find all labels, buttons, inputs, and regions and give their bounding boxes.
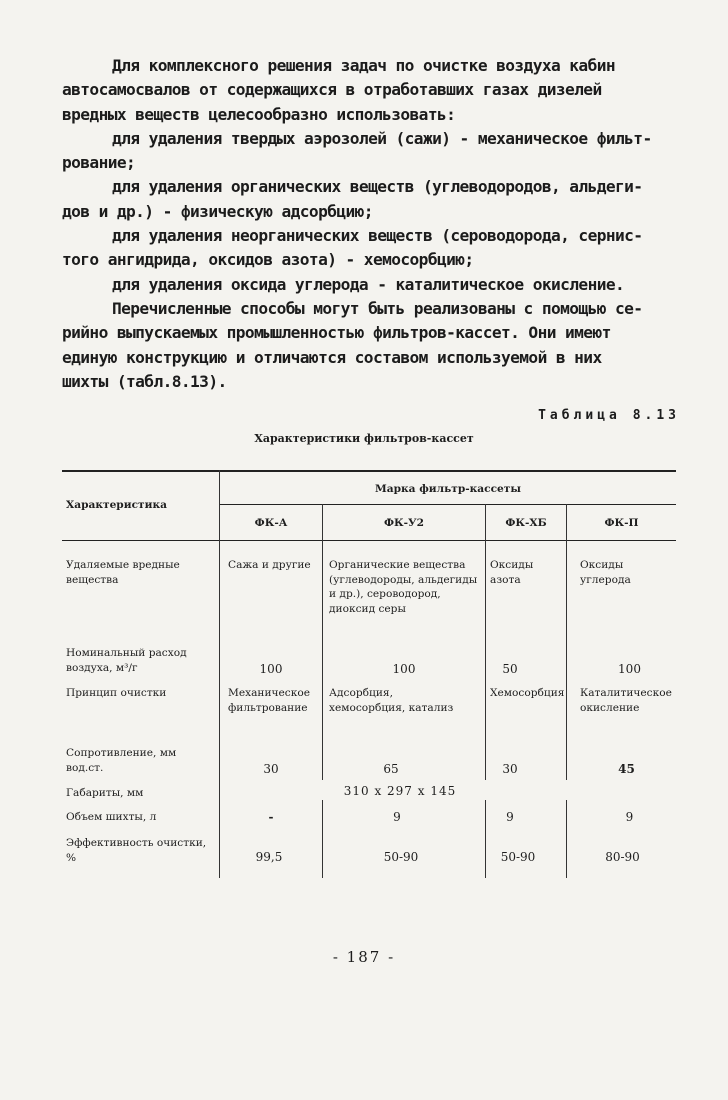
table-number-label: Таблица 8.13	[538, 408, 680, 423]
text-line: для удаления твердых аэрозолей (сажи) - механическое фильт-	[112, 128, 652, 148]
table-cell: Сажа и другие	[228, 559, 311, 571]
table-cell: -	[268, 810, 274, 824]
table-cell: 99,5	[255, 850, 283, 864]
column-divider	[322, 504, 323, 780]
row-label-dimensions: Габариты, мм	[66, 787, 144, 799]
column-divider	[566, 504, 567, 780]
table-cell: Каталитическое окисление	[580, 687, 672, 714]
table-cell: 65	[383, 762, 399, 776]
text-line: для удаления оксида углерода - каталитическое окисление.	[112, 274, 625, 294]
text-line: рийно выпускаемых промышленностью фильтров-кассет. Они имеют	[62, 323, 611, 343]
table-cell: 100	[392, 662, 416, 676]
table-title: Характеристики фильтров-кассет	[254, 432, 474, 445]
table-cell: 80-90	[605, 850, 640, 864]
table-cell: Механическое фильтрование	[228, 687, 311, 714]
text-line: единую конструкцию и отличаются составом используемой в них	[62, 347, 602, 367]
body-paragraph	[62, 54, 702, 394]
table-cell: 100	[259, 662, 283, 676]
table-cell: 30	[502, 762, 518, 776]
row-label-efficiency: Эффективность очистки, %	[66, 837, 207, 864]
text-line: рование;	[62, 153, 136, 173]
table-cell: 9	[625, 810, 634, 824]
header-col-fk-hb: ФК-ХБ	[505, 517, 547, 529]
text-line: автосамосвалов от содержащихся в отработавших газах дизелей	[62, 80, 602, 100]
header-bottom-rule	[62, 540, 676, 541]
table-cell: 100	[618, 662, 641, 676]
row-label-air-flow: Номинальный расход воздуха, м³/г	[66, 647, 187, 674]
table-cell: 30	[263, 762, 279, 776]
row-label-resistance: Сопротивление, мм вод.ст.	[66, 747, 177, 774]
table-cell: Оксиды азота	[490, 559, 534, 586]
table-cell: Оксиды углерода	[580, 559, 631, 586]
row-label-substances: Удаляемые вредные вещества	[66, 559, 180, 586]
table-cell: Органические вещества (углеводороды, альдегиды и др.), сероводород, диоксид серы	[329, 559, 478, 615]
table-cell: Хемосорбция	[490, 687, 565, 699]
header-characteristic: Характеристика	[66, 499, 167, 511]
table-cell: 50-90	[500, 850, 536, 864]
table-cell-merged: 310 x 297 x 145	[343, 784, 457, 798]
text-line: для удаления неорганических веществ (сероводорода, сернис-	[112, 226, 643, 246]
row-label-principle: Принцип очистки	[66, 687, 167, 699]
text-line: того ангидрида, оксидов азота) - хемосорбцию;	[62, 250, 474, 270]
text-line: дов и др.) - физическую адсорбцию;	[62, 201, 373, 221]
table-top-rule	[62, 470, 676, 472]
header-group-rule	[220, 504, 676, 505]
table-cell: 9	[506, 810, 514, 824]
table-cell: 50-90	[383, 850, 419, 864]
table-cell: 50	[502, 662, 518, 676]
header-col-fk-u2: ФК-У2	[383, 517, 425, 529]
row-label-volume: Объем шихты, л	[66, 811, 157, 823]
page-number: - 187 -	[332, 948, 396, 966]
text-line: вредных веществ целесообразно использовать:	[62, 104, 456, 124]
text-line: Для комплексного решения задач по очистке воздуха кабин	[112, 56, 616, 75]
text-line: шихты (табл.8.13).	[62, 371, 227, 391]
table-cell: 45	[618, 762, 635, 776]
column-divider	[566, 800, 567, 878]
column-divider	[485, 504, 486, 780]
header-col-fk-p: ФК-П	[604, 517, 639, 529]
table-cell: Адсорбция, хемосорбция, катализ	[329, 687, 454, 714]
header-col-fk-a: ФК-А	[254, 517, 288, 529]
table-cell: 9	[393, 810, 401, 824]
text-line: Перечисленные способы могут быть реализованы с помощью се-	[112, 298, 643, 318]
header-filter-group: Марка фильтр-кассеты	[375, 483, 521, 495]
text-line: для удаления органических веществ (углеводородов, альдеги-	[112, 177, 643, 197]
